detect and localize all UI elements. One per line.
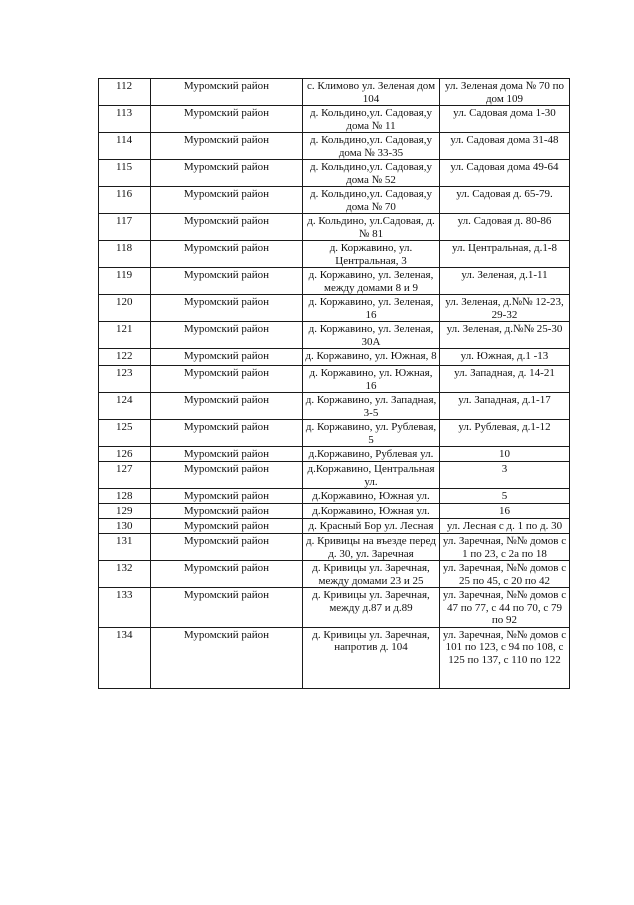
district-cell: Муромский район [151, 106, 303, 133]
row-number-cell: 118 [99, 241, 151, 268]
location-cell: с. Климово ул. Зеленая дом 104 [303, 79, 440, 106]
row-number-cell: 130 [99, 519, 151, 534]
district-cell: Муромский район [151, 295, 303, 322]
row-number-cell: 113 [99, 106, 151, 133]
table-row [99, 366, 570, 393]
district-cell: Муромский район [151, 489, 303, 504]
table-row [99, 133, 570, 160]
district-cell: Муромский район [151, 420, 303, 447]
district-cell: Муромский район [151, 187, 303, 214]
location-cell: д. Коржавино, ул. Западная, 3-5 [303, 393, 440, 420]
district-cell: Муромский район [151, 241, 303, 268]
address-range-cell: ул. Садовая д. 65-79. [440, 187, 570, 214]
table-row [99, 268, 570, 295]
location-cell: д.Коржавино, Центральная ул. [303, 462, 440, 489]
address-range-cell: ул. Рублевая, д.1-12 [440, 420, 570, 447]
address-range-cell: ул. Заречная, №№ домов с 47 по 77, с 44 по 70, с 79 по 92 [440, 588, 570, 628]
table-row [99, 519, 570, 534]
row-number-cell: 114 [99, 133, 151, 160]
district-cell: Муромский район [151, 462, 303, 489]
district-cell: Муромский район [151, 447, 303, 462]
address-range-cell: ул. Зеленая, д.№№ 25-30 [440, 322, 570, 349]
location-cell: д. Коржавино, ул. Рублевая, 5 [303, 420, 440, 447]
district-cell: Муромский район [151, 366, 303, 393]
address-range-cell: ул. Лесная с д. 1 по д. 30 [440, 519, 570, 534]
row-number-cell: 131 [99, 534, 151, 561]
address-range-cell: ул. Садовая дома 31-48 [440, 133, 570, 160]
district-cell: Муромский район [151, 393, 303, 420]
row-number-cell: 132 [99, 561, 151, 588]
location-cell: д. Кольдино,ул. Садовая,у дома № 52 [303, 160, 440, 187]
row-number-cell: 119 [99, 268, 151, 295]
location-cell: д. Коржавино, ул. Центральная, 3 [303, 241, 440, 268]
address-range-cell: ул. Садовая д. 80-86 [440, 214, 570, 241]
district-cell: Муромский район [151, 79, 303, 106]
table-row [99, 322, 570, 349]
table-row [99, 561, 570, 588]
location-cell: д. Красный Бор ул. Лесная [303, 519, 440, 534]
district-cell: Муромский район [151, 627, 303, 688]
location-cell: д. Коржавино, ул. Зеленая, 30А [303, 322, 440, 349]
table-row [99, 349, 570, 366]
address-range-cell: 16 [440, 504, 570, 519]
district-cell: Муромский район [151, 322, 303, 349]
row-number-cell: 127 [99, 462, 151, 489]
district-cell: Муромский район [151, 268, 303, 295]
row-number-cell: 122 [99, 349, 151, 366]
location-cell: д. Кольдино,ул. Садовая,у дома № 70 [303, 187, 440, 214]
location-cell: д. Кривицы ул. Заречная, между д.87 и д.89 [303, 588, 440, 628]
table-row [99, 420, 570, 447]
row-number-cell: 129 [99, 504, 151, 519]
location-cell: д. Коржавино, ул. Зеленая, между домами 8 и 9 [303, 268, 440, 295]
row-number-cell: 125 [99, 420, 151, 447]
table-row [99, 187, 570, 214]
location-cell: д. Кривицы ул. Заречная, между домами 23 и 25 [303, 561, 440, 588]
table-row [99, 489, 570, 504]
table-body [99, 79, 570, 689]
district-cell: Муромский район [151, 133, 303, 160]
table-row [99, 627, 570, 688]
location-cell: д. Кольдино, ул.Садовая, д.№ 81 [303, 214, 440, 241]
row-number-cell: 133 [99, 588, 151, 628]
address-range-cell: ул. Западная, д.1-17 [440, 393, 570, 420]
row-number-cell: 123 [99, 366, 151, 393]
table-row [99, 295, 570, 322]
row-number-cell: 116 [99, 187, 151, 214]
address-range-cell: ул. Зеленая дома № 70 по дом 109 [440, 79, 570, 106]
table-row [99, 447, 570, 462]
district-cell: Муромский район [151, 588, 303, 628]
row-number-cell: 120 [99, 295, 151, 322]
row-number-cell: 117 [99, 214, 151, 241]
district-cell: Муромский район [151, 561, 303, 588]
address-range-cell: ул. Зеленая, д.1-11 [440, 268, 570, 295]
location-cell: д. Коржавино, ул. Зеленая, 16 [303, 295, 440, 322]
district-cell: Муромский район [151, 504, 303, 519]
location-cell: д.Коржавино, Рублевая ул. [303, 447, 440, 462]
row-number-cell: 134 [99, 627, 151, 688]
table-row [99, 393, 570, 420]
data-table [98, 78, 570, 689]
address-range-cell: 10 [440, 447, 570, 462]
location-cell: д. Коржавино, ул. Южная, 16 [303, 366, 440, 393]
address-range-cell: ул. Центральная, д.1-8 [440, 241, 570, 268]
row-number-cell: 128 [99, 489, 151, 504]
address-range-cell: ул. Садовая дома 49-64 [440, 160, 570, 187]
table-row [99, 504, 570, 519]
table-row [99, 588, 570, 628]
address-range-cell: 5 [440, 489, 570, 504]
district-cell: Муромский район [151, 519, 303, 534]
location-cell: д. Кольдино,ул. Садовая,у дома № 11 [303, 106, 440, 133]
address-range-cell: ул. Южная, д.1 -13 [440, 349, 570, 366]
location-cell: д. Кривицы ул. Заречная, напротив д. 104 [303, 627, 440, 688]
location-cell: д.Коржавино, Южная ул. [303, 504, 440, 519]
table-row [99, 241, 570, 268]
table-row [99, 160, 570, 187]
row-number-cell: 112 [99, 79, 151, 106]
location-cell: д. Кольдино,ул. Садовая,у дома № 33-35 [303, 133, 440, 160]
table-row [99, 534, 570, 561]
location-cell: д.Коржавино, Южная ул. [303, 489, 440, 504]
district-cell: Муромский район [151, 214, 303, 241]
address-range-cell: 3 [440, 462, 570, 489]
district-cell: Муромский район [151, 160, 303, 187]
location-cell: д. Кривицы на въезде перед д. 30, ул. Заречная [303, 534, 440, 561]
row-number-cell: 124 [99, 393, 151, 420]
row-number-cell: 121 [99, 322, 151, 349]
row-number-cell: 115 [99, 160, 151, 187]
address-range-cell: ул. Заречная, №№ домов с 25 по 45, с 20 по 42 [440, 561, 570, 588]
address-range-cell: ул. Зеленая, д.№№ 12-23, 29-32 [440, 295, 570, 322]
table-row [99, 79, 570, 106]
address-range-cell: ул. Заречная, №№ домов с 101 по 123, с 94 по 108, с 125 по 137, с 110 по 122 [440, 627, 570, 688]
table-row [99, 106, 570, 133]
row-number-cell: 126 [99, 447, 151, 462]
table-row [99, 214, 570, 241]
address-range-cell: ул. Садовая дома 1-30 [440, 106, 570, 133]
table-row [99, 462, 570, 489]
district-cell: Муромский район [151, 349, 303, 366]
district-cell: Муромский район [151, 534, 303, 561]
address-range-cell: ул. Заречная, №№ домов с 1 по 23, с 2а по 18 [440, 534, 570, 561]
location-cell: д. Коржавино, ул. Южная, 8 [303, 349, 440, 366]
address-range-cell: ул. Западная, д. 14-21 [440, 366, 570, 393]
